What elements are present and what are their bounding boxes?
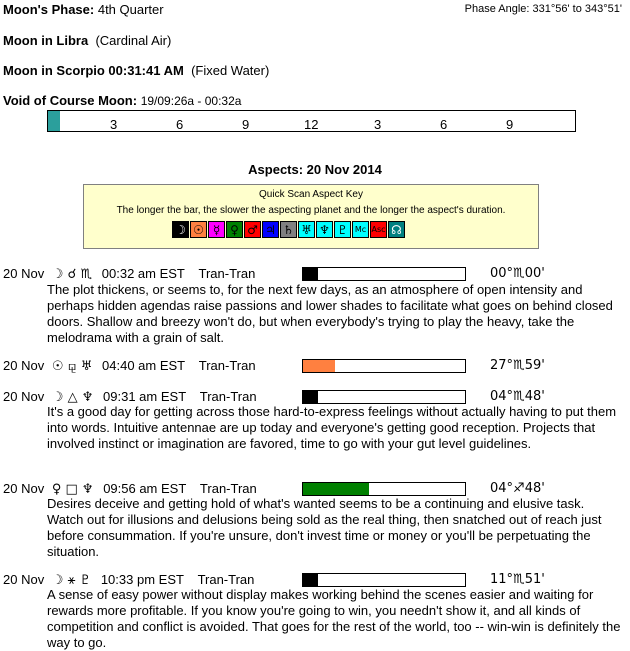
- moon-sign-2-value: (Fixed Water): [191, 63, 270, 78]
- voc-label: Void of Course Moon:: [3, 93, 138, 108]
- aspect-glyphs: ♀ □ ♆: [51, 482, 94, 497]
- moon-sign-2-label: Moon in Scorpio 00:31:41 AM: [3, 63, 184, 78]
- aspect-type: Tran-Tran: [198, 358, 256, 373]
- moon-phase-label: Moon's Phase:: [3, 2, 95, 17]
- aspect-key-swatch: ♄: [280, 221, 297, 238]
- aspect-row: [3, 572, 254, 588]
- aspect-time: 09:56 am EST: [103, 481, 187, 496]
- timeline-tick: 6: [440, 117, 448, 132]
- aspect-key-subtitle: The longer the bar, the slower the aspecting planet and the longer the aspect's duration.: [116, 205, 506, 216]
- aspect-date: 20 Nov: [3, 389, 45, 404]
- timeline-tick: 12: [304, 117, 319, 132]
- aspect-duration-fill: [303, 360, 335, 372]
- aspect-glyphs: ☽ ☌ ♏: [51, 267, 93, 282]
- aspect-position: 27°♏59': [490, 358, 545, 373]
- aspect-key-swatches: [172, 221, 406, 238]
- aspect-key-swatch: ♀: [226, 221, 243, 238]
- aspect-key-swatch: ♆: [316, 221, 333, 238]
- aspect-description: It's a good day for getting across those hard-to-express feelings without actually having to put them into words. Intuitive antennae are up today and everyone's getting good reception. Projects that involved instinct or imagination are favored, time to go with your gut level guidelines.: [47, 404, 617, 451]
- aspect-duration-bar: [302, 359, 466, 373]
- aspect-glyphs: ☽ ⚹ ♇: [51, 573, 92, 588]
- aspect-description: The plot thickens, or seems to, for the next few days, as an atmosphere of open intensity and perhaps hidden agendas raise passions and lower shades to facilitate what goes on behind closed doors. Shallow and breezy won't do, but when everybody's trying to play the heavy, take the melodrama with a grain of salt.: [47, 282, 613, 345]
- aspect-duration-fill: [303, 391, 318, 403]
- aspect-row: [3, 266, 255, 282]
- timeline-marker: [48, 111, 60, 131]
- aspect-date: 20 Nov: [3, 266, 45, 281]
- moon-sign-1-label: Moon in Libra: [3, 33, 89, 48]
- aspect-position: 04°♏48': [490, 389, 545, 404]
- moon-sign-1-value: (Cardinal Air): [95, 33, 172, 48]
- timeline-tick: 9: [242, 117, 250, 132]
- aspect-key-swatch: ☿: [208, 221, 225, 238]
- aspect-duration-bar: [302, 267, 466, 281]
- aspect-key-swatch: ☽: [172, 221, 189, 238]
- timeline-tick: 6: [176, 117, 184, 132]
- aspect-duration-bar: [302, 390, 466, 404]
- aspect-position: 00°♏00': [490, 266, 545, 281]
- aspect-row: [3, 481, 257, 497]
- aspects-title: Aspects: 20 Nov 2014: [248, 162, 382, 177]
- void-of-course-timeline: [47, 110, 576, 132]
- timeline-tick: 3: [110, 117, 118, 132]
- aspect-date: 20 Nov: [3, 358, 45, 373]
- aspect-row: [3, 358, 256, 374]
- moon-sign-line-1: [3, 33, 171, 48]
- aspect-glyphs: ☽ △ ♆: [51, 390, 94, 405]
- timeline-tick: 9: [506, 117, 514, 132]
- aspect-position: 11°♏51': [490, 572, 545, 587]
- voc-value: 19/09:26a - 00:32a: [140, 94, 242, 108]
- aspect-position: 04°♐48': [490, 481, 545, 496]
- phase-angle: Phase Angle: 331°56' to 343°51': [464, 3, 622, 15]
- aspect-key-swatch: ♇: [334, 221, 351, 238]
- aspect-key-swatch: ☉: [190, 221, 207, 238]
- aspect-key-swatch: Asc: [370, 221, 387, 238]
- aspect-duration-fill: [303, 483, 369, 495]
- aspect-key-swatch: ♅: [298, 221, 315, 238]
- aspect-type: Tran-Tran: [198, 266, 256, 281]
- aspect-description: A sense of easy power without display makes working behind the scenes easier and waiting for rewards more profitable. If you know you're going to win, you needn't show it, and all kinds of competition and conflict is avoided. That goes for the rest of the world, too -- win-win is definitely the way to go.: [47, 587, 621, 650]
- aspect-description: Desires deceive and getting hold of what's wanted seems to be a continuing and elusive task. Watch out for illusions and delusions being sold as the real thing, then snatched out of reach just before consummation. If you're unsure, don't invest time or money or you'll be perpetuating the situation.: [47, 496, 602, 559]
- aspect-row: [3, 389, 257, 405]
- aspect-date: 20 Nov: [3, 572, 45, 587]
- moon-phase-line: [3, 2, 164, 17]
- aspect-time: 00:32 am EST: [101, 266, 185, 281]
- aspect-duration-bar: [302, 573, 466, 587]
- aspect-key-swatch: ♃: [262, 221, 279, 238]
- aspect-key-swatch: ☊: [388, 221, 405, 238]
- aspect-duration-fill: [303, 268, 318, 280]
- aspect-key-box: [83, 184, 539, 249]
- aspect-type: Tran-Tran: [197, 572, 255, 587]
- timeline-tick: 3: [374, 117, 382, 132]
- void-of-course-line: [3, 93, 241, 108]
- aspect-type: Tran-Tran: [199, 389, 257, 404]
- aspect-time: 10:33 pm EST: [100, 572, 184, 587]
- aspect-duration-fill: [303, 574, 318, 586]
- aspect-key-title: Quick Scan Aspect Key: [259, 189, 363, 200]
- aspect-glyphs: ☉ ⚼ ♅: [51, 359, 93, 374]
- aspect-key-swatch: Mc: [352, 221, 369, 238]
- aspect-type: Tran-Tran: [199, 481, 257, 496]
- moon-sign-line-2: [3, 63, 269, 78]
- aspect-time: 09:31 am EST: [103, 389, 187, 404]
- aspect-date: 20 Nov: [3, 481, 45, 496]
- aspect-key-swatch: ♂: [244, 221, 261, 238]
- aspect-time: 04:40 am EST: [102, 358, 186, 373]
- aspect-duration-bar: [302, 482, 466, 496]
- moon-phase-value: 4th Quarter: [97, 2, 164, 17]
